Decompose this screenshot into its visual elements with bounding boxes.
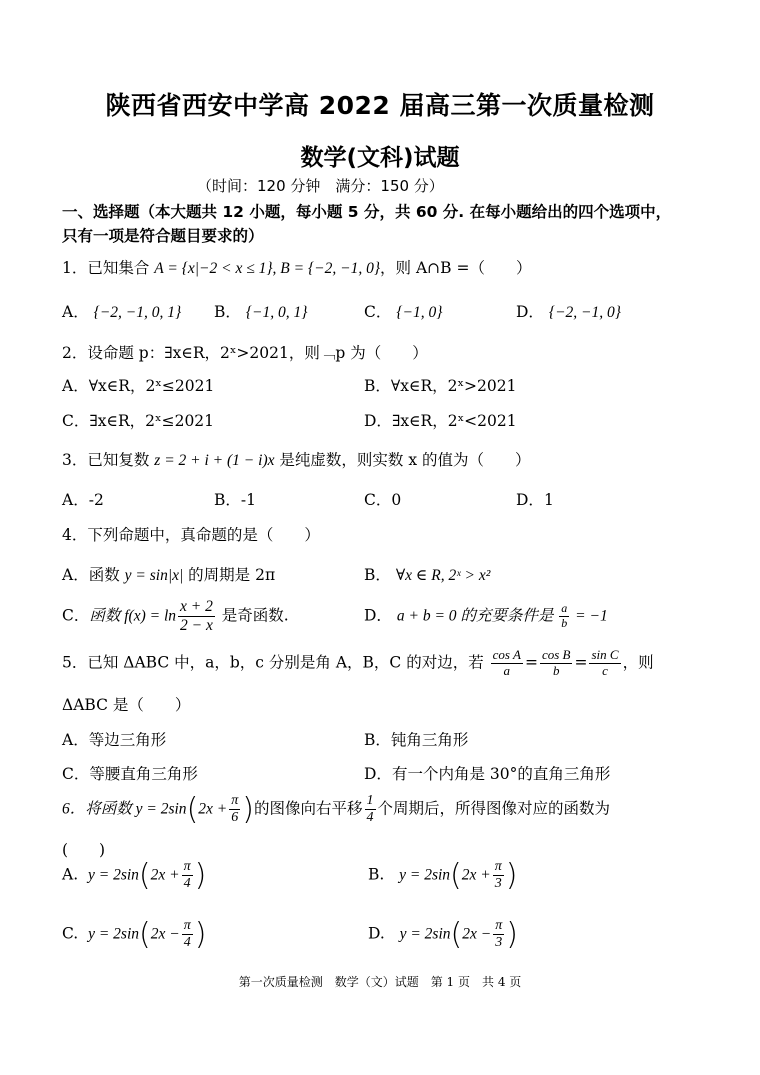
q1-option-c: C． {−1, 0} (364, 303, 443, 321)
q3-option-c: C．0 (364, 491, 402, 509)
q4-option-a: A．函数 y = sin|x| 的周期是 2π (62, 566, 276, 584)
q4c-fraction: $\frac{x + 2}{2 - x}$ (180, 598, 213, 634)
q1-option-b: B． {−1, 0, 1} (214, 303, 308, 321)
q3-option-b: B．-1 (214, 491, 256, 509)
q5-option-b: B．钝角三角形 (364, 731, 469, 749)
question-5-stem-line2: ΔABC 是（ ） (62, 696, 191, 714)
exam-title: 陕西省西安中学高 2022 届高三第一次质量检测 (105, 91, 655, 120)
question-4-stem: 4．下列命题中，真命题的是（ ） (62, 526, 320, 544)
q6-option-a: A. y = 2sin(2x + $\frac{\pi}{4}$ ) (62, 858, 207, 893)
page-footer: 第一次质量检测 数学（文）试题 第 1 页 共 4 页 (238, 975, 522, 989)
q5-option-a: A．等边三角形 (62, 731, 167, 749)
q1-sets: A = {x|−2 < x ≤ 1}, B = {−2, −1, 0} (154, 260, 381, 277)
section-heading-line1: 一、选择题（本大题共 12 小题，每小题 5 分，共 60 分. 在每小题给出的四个选项中， (62, 203, 672, 221)
exam-time-info: （时间：120 分钟 满分：150 分） (197, 177, 444, 195)
q6-option-d: D. y = 2sin(2x − $\frac{\pi}{3}$ ) (368, 917, 518, 952)
question-3-stem: 3．已知复数 z = 2 + i + (1 − i)x 是纯虚数，则实数 x 的值为（ ） (62, 451, 531, 469)
q4-option-b: B． ∀x ∈ R, 2ˣ > x² (364, 566, 491, 584)
q2-option-c: C．∃x∈R，2ˣ≤2021 (62, 412, 215, 430)
question-6-stem-line2: ( ) (62, 841, 106, 859)
q5-option-c: C．等腰直角三角形 (62, 765, 198, 783)
q3-expression: z = 2 + i + (1 − i)x (154, 452, 275, 469)
q3-option-d: D．1 (516, 491, 554, 509)
q4d-fraction: $\frac{a}{b}$ (561, 601, 568, 630)
q6-option-c: C. y = 2sin(2x − $\frac{\pi}{4}$ ) (62, 917, 207, 952)
q1-option-a: A． {−2, −1, 0, 1} (62, 303, 182, 321)
q4-option-c: C．函数 f(x) = ln $\frac{x + 2}{2 - x}$ 是奇函数. (62, 598, 289, 634)
question-1-stem (62, 256, 531, 278)
q4-option-d: D． a + b = 0 的充要条件是 $\frac{a}{b}$ = −1 (364, 601, 608, 630)
section-heading-line2: 只有一项是符合题目要求的） (62, 227, 264, 245)
question-5-stem: 5．已知 ΔABC 中，a，b，c 分别是角 A，B，C 的对边，若 $\frac{\text{cos A}}{a}$ = $\frac{\text{cos B}}{b}$ = $\frac{\text{sin C}}{c}$ ，则 (62, 647, 654, 678)
q1-stem-pre: 1．已知集合 (62, 259, 155, 277)
q2-option-a: A．∀x∈R，2ˣ≤2021 (62, 377, 215, 395)
exam-subtitle: 数学(文科)试题 (300, 145, 460, 171)
q3-option-a: A．-2 (62, 491, 104, 509)
q5-option-d: D．有一个内角是 30°的直角三角形 (364, 765, 611, 783)
question-2-stem: 2．设命题 p：∃x∈R，2ˣ>2021，则﹁p 为（ ） (62, 344, 428, 362)
q2-option-d: D．∃x∈R，2ˣ<2021 (364, 412, 517, 430)
q6-option-b: B. y = 2sin(2x + $\frac{\pi}{3}$ ) (368, 858, 518, 893)
q1-option-d: D． {−2, −1, 0} (516, 303, 621, 321)
q2-option-b: B．∀x∈R，2ˣ>2021 (364, 377, 517, 395)
q1-stem-post: ，则 A∩B =（ ） (380, 259, 532, 277)
question-6-stem: 6．将函数 y = 2sin(2x + $\frac{\pi}{6}$ )的图像向右平移 $\frac{1}{4}$ 个周期后，所得图像对应的函数为 (62, 792, 611, 827)
